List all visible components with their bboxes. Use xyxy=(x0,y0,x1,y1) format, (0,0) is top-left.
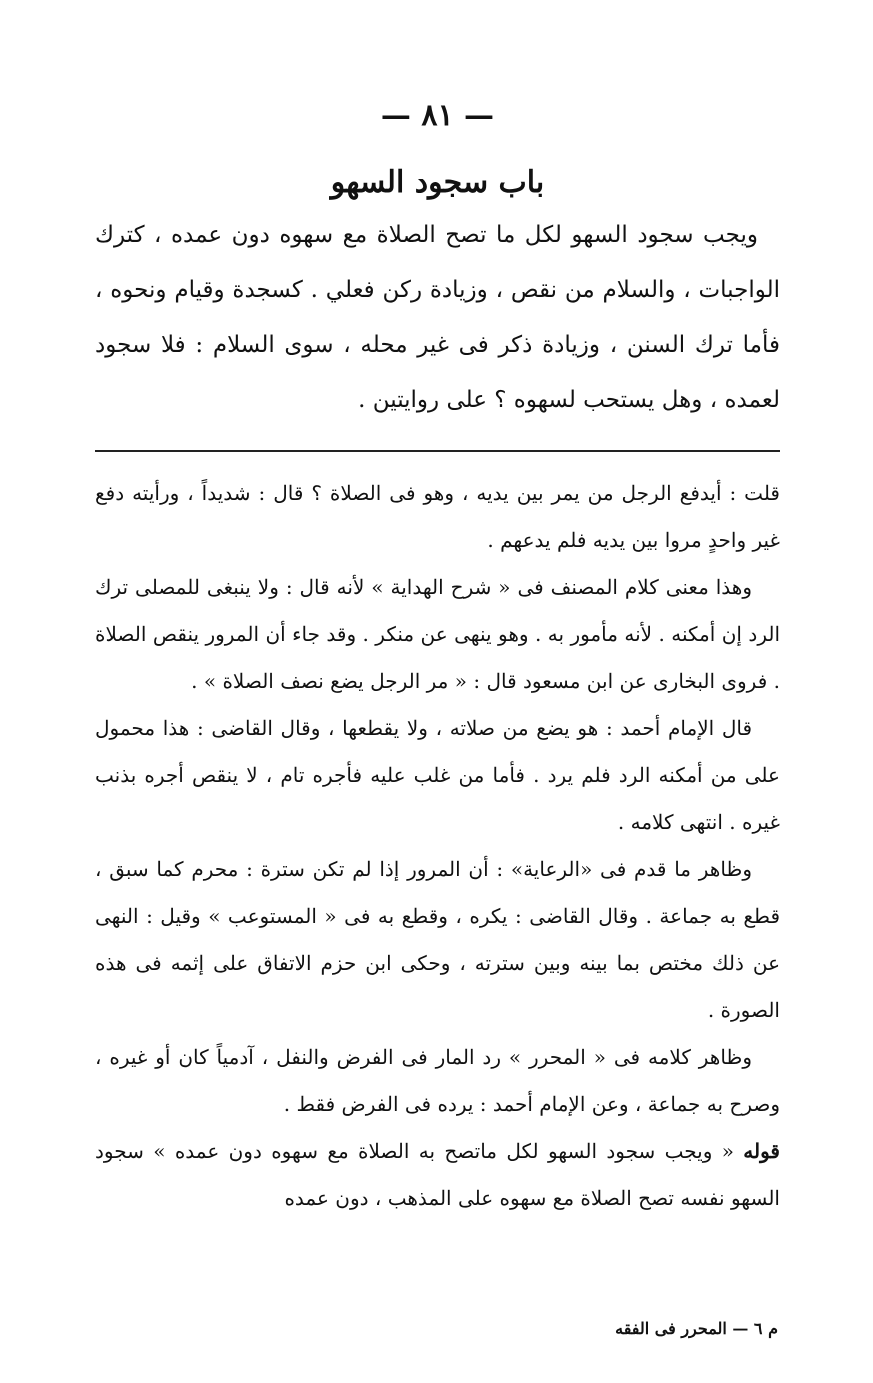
commentary-paragraph-3: قال الإمام أحمد : هو يضع من صلاته ، ولا يقطعها ، وقال القاضى : هذا محمول على من أمكنه الرد فلم يرد . فأما من غلب عليه فأجره تام ، لا ينقص أجره بذنب غيره . انتهى كلامه . xyxy=(95,716,780,834)
commentary-paragraph-4: وظاهر ما قدم فى «الرعاية» : أن المرور إذا لم تكن سترة : محرم كما سبق ، قطع به جماعة . وقال القاضى : يكره ، وقطع به فى « المستوعب » وقيل : النهى عن ذلك مختص بما بينه وبين سترته ، وحكى ابن حزم الاتفاق على إثمه فى هذه الصورة . xyxy=(95,857,780,1022)
page-footer: م ٦ — المحرر فى الفقه xyxy=(615,1319,778,1338)
main-text xyxy=(95,208,780,428)
note-text: « ويجب سجود السهو لكل ماتصح به الصلاة مع سهوه دون عمده » سجود السهو نفسه تصح الصلاة مع سهوه على المذهب ، دون عمده xyxy=(95,1139,780,1210)
commentary-paragraph-5: وظاهر كلامه فى « المحرر » رد المار فى الفرض والنفل ، آدمياً كان أو غيره ، وصرح به جماعة ، وعن الإمام أحمد : يرده فى الفرض فقط . xyxy=(95,1045,780,1116)
chapter-title: باب سجود السهو xyxy=(330,165,545,200)
section-divider xyxy=(95,450,780,452)
commentary-paragraph-1: قلت : أيدفع الرجل من يمر بين يديه ، وهو فى الصلاة ؟ قال : شديداً ، ورأيته دفع غير واحدٍ مروا بين يديه فلم يدعهم . xyxy=(95,481,780,552)
book-page xyxy=(95,96,780,1222)
commentary-paragraph-2: وهذا معنى كلام المصنف فى « شرح الهداية » لأنه قال : ولا ينبغى للمصلى ترك الرد إن أمكنه . لأنه مأمور به . وهو ينهى عن منكر . وقد جاء أن المرور ينقص الصلاة . فروى البخارى عن ابن مسعود قال : « مر الرجل يضع نصف الصلاة » . xyxy=(95,575,780,693)
page-number: — ٨١ — xyxy=(380,98,495,133)
commentary-note xyxy=(95,1128,780,1222)
note-keyword: قوله xyxy=(743,1139,780,1163)
commentary-section xyxy=(95,470,780,1222)
main-text-body: ويجب سجود السهو لكل ما تصح الصلاة مع سهوه دون عمده ، كترك الواجبات ، والسلام من نقص ، وزيادة ركن فعلي . كسجدة وقيام ونحوه ، فأما ترك السنن ، وزيادة ذكر فى غير محله ، سوى السلام : فلا سجود لعمده ، وهل يستحب لسهوه ؟ على روايتين . xyxy=(95,222,780,413)
